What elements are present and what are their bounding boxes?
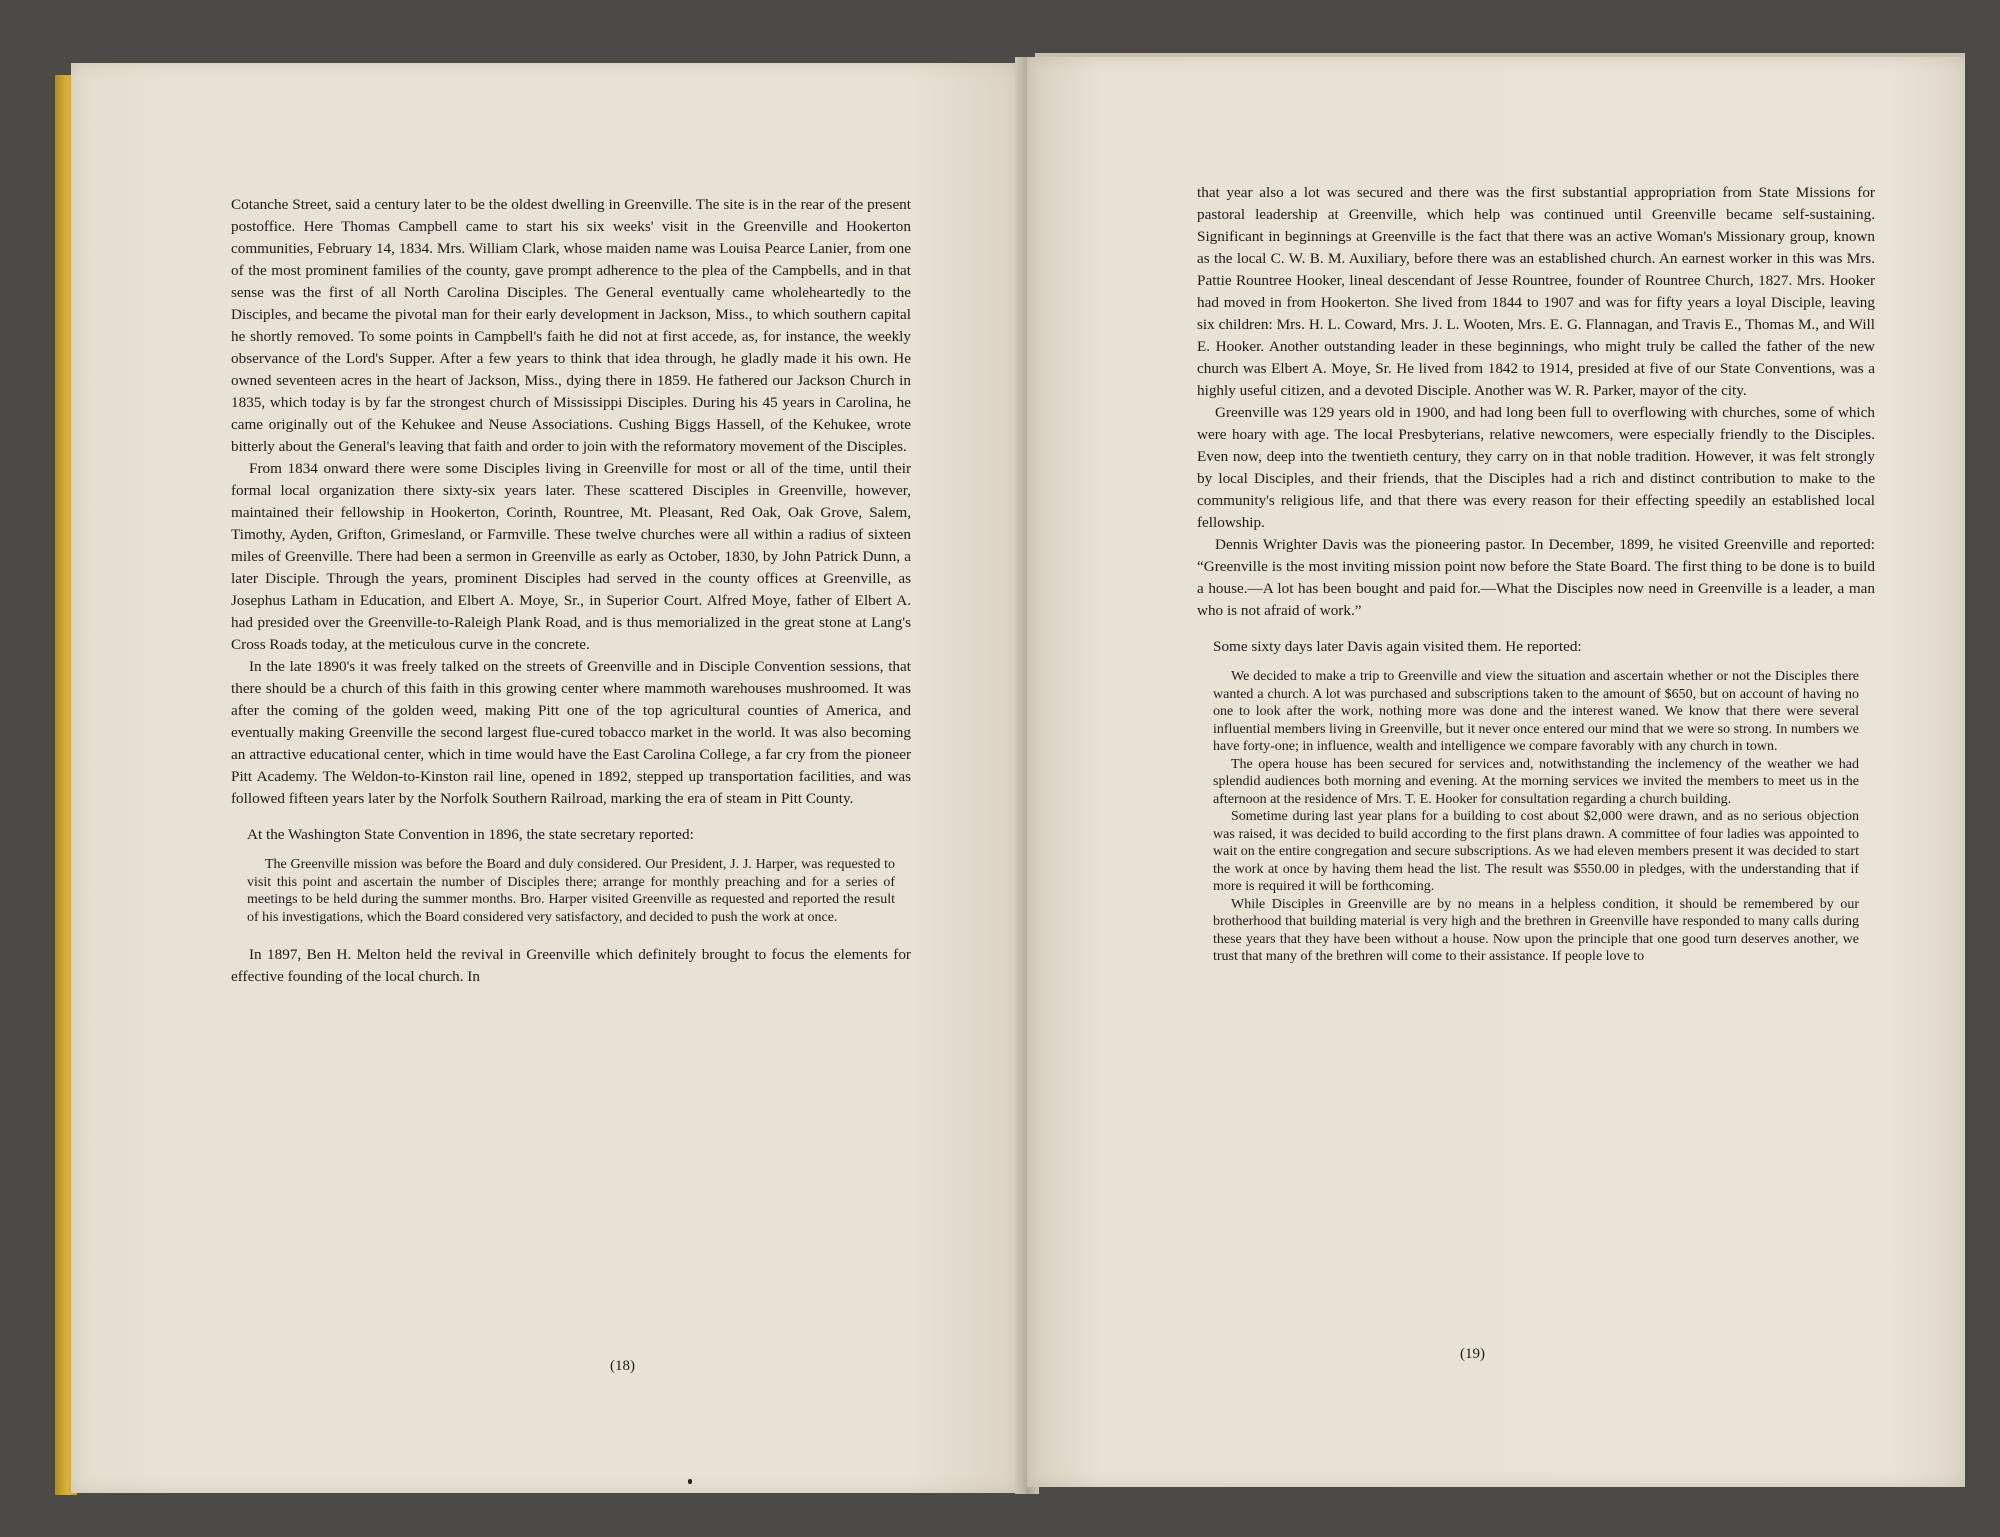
right-page-text bbox=[1197, 182, 1875, 978]
paragraph: From 1834 onward there were some Disciples living in Greenville for most or all of the time, until their formal local organization there sixty-six years later. These scattered Disciples in Greenville, however, maintained their fellowship in Hookerton, Corinth, Rountree, Mt. Pleasant, Red Oak, Oak Grove, Salem, Timothy, Ayden, Grifton, Grimesland, or Farmville. These twelve churches were all within a radius of sixteen miles of Greenville. There had been a sermon in Greenville as early as October, 1830, by John Patrick Dunn, a later Disciple. Through the years, prominent Disciples had served in the county offices at Greenville, as Josephus Latham in Education, and Elbert A. Moye, Sr., in Superior Court. Alfred Moye, father of Elbert A. had presided over the Greenville-to-Raleigh Plank Road, and is thus memorialized in the great stone at Lang's Cross Roads today, at the meticulous curve in the concrete. bbox=[231, 460, 911, 653]
binding-mark bbox=[688, 1479, 692, 1484]
paragraph: that year also a lot was secured and there was the first substantial appropriation from State Missions for pastoral leadership at Greenville, which help was continued until Greenville became self-sustaining. Significant in beginnings at Greenville is the fact that there was an active Woman's Missionary group, known as the local C. W. B. M. Auxiliary, before there was an established church. An earnest worker in this was Mrs. Pattie Rountree Hooker, lineal descendant of Jesse Rountree, founder of Rountree Church, 1827. Mrs. Hooker had moved in from Hookerton. She lived from 1844 to 1907 and was for fifty years a loyal Disciple, leaving six children: Mrs. H. L. Coward, Mrs. J. L. Wooten, Mrs. E. G. Flannagan, and Travis E., Thomas M., and Will E. Hooker. Another outstanding leader in these beginnings, who might truly be called the father of the new church was Elbert A. Moye, Sr. He lived from 1842 to 1914, presided at five of our State Conventions, was a highly useful citizen, and a devoted Disciple. Another was W. R. Parker, mayor of the city. bbox=[1197, 184, 1875, 399]
paragraph: In 1897, Ben H. Melton held the revival in Greenville which definitely brought to focus the elements for effective founding of the local church. In bbox=[231, 946, 911, 985]
paragraph: In the late 1890's it was freely talked on the streets of Greenville and in Disciple Convention sessions, that there should be a church of this faith in this growing center where mammoth warehouses mushroomed. It was after the coming of the golden weed, making Pitt one of the top agricultural counties of America, and eventually making Greenville the second largest flue-cured tobacco market in the world. It was also becoming an attractive educational center, which in time would have the East Carolina College, a far cry from the pioneer Pitt Academy. The Weldon-to-Kinston rail line, opened in 1892, stepped up transportation facilities, and was followed fifteen years later by the Norfolk Southern Railroad, marking the era of steam in Pitt County. bbox=[231, 658, 911, 807]
quote-paragraph: The opera house has been secured for services and, notwithstanding the inclemency of the weather we had splendid audiences both morning and evening. At the morning services we invited the members to meet us in the afternoon at the residence of Mrs. T. E. Hooker for consultation regarding a church building. bbox=[1213, 756, 1859, 807]
left-page bbox=[71, 63, 1023, 1493]
paragraph: Dennis Wrighter Davis was the pioneering pastor. In December, 1899, he visited Greenville and reported: “Greenville is the most inviting mission point now before the State Board. The first thing to be done is to build a house.—A lot has been bought and paid for.—What the Disciples now need in Greenville is a leader, a man who is not afraid of work.” bbox=[1197, 536, 1875, 619]
right-page bbox=[1027, 57, 1965, 1487]
quote-paragraph: While Disciples in Greenville are by no means in a helpless condition, it should be remembered by our brotherhood that building material is very high and the brethren in Greenville have responded to many calls during these years that they have been without a house. Now upon the principle that one good turn deserves another, we trust that many of the brethren will come to their assistance. If people love to bbox=[1213, 896, 1859, 964]
quote-lead-in: At the Washington State Convention in 1896, the state secretary reported: bbox=[247, 826, 694, 843]
quote-paragraph: Sometime during last year plans for a building to cost about $2,000 were drawn, and as no serious objection was raised, it was decided to build according to the first plans drawn. A committee of four ladies was appointed to wait on the entire congregation and secure subscriptions. As we had eleven members present it was decided to start the work at once by having them head the list. The result was $550.00 in pledges, with the understanding that if more is required it will be forthcoming. bbox=[1213, 809, 1859, 894]
quote-lead-in: Some sixty days later Davis again visited them. He reported: bbox=[1213, 638, 1582, 655]
page-number-right: (19) bbox=[1460, 1346, 1485, 1362]
block-quote bbox=[247, 856, 895, 926]
paragraph: Cotanche Street, said a century later to be the oldest dwelling in Greenville. The site is in the rear of the present postoffice. Here Thomas Campbell came to start his six weeks' visit in the Greenville and Hookerton communities, February 14, 1834. Mrs. William Clark, whose maiden name was Louisa Pearce Lanier, from one of the most prominent families of the county, gave prompt adherence to the plea of the Campbells, and in that sense was the first of all North Carolina Disciples. The General eventually came wholeheartedly to the Disciples, and became the pivotal man for their early development in Jackson, Miss., to which southern capital he shortly removed. To some points in Campbell's faith he did not at first accede, as, for instance, the weekly observance of the Lord's Supper. After a few years to think that idea through, he gladly made it his own. He owned seventeen acres in the heart of Jackson, Miss., dying there in 1859. He fathered our Jackson Church in 1835, which today is by far the strongest church of Mississippi Disciples. During his 45 years in Carolina, he came originally out of the Kehukee and Neuse Associations. Cushing Biggs Hassell, of the Kehukee, wrote bitterly about the General's leaving that faith and order to join with the reformatory movement of the Disciples. bbox=[231, 196, 911, 455]
quote-paragraph: The Greenville mission was before the Board and duly considered. Our President, J. J. Harper, was requested to visit this point and ascertain the number of Disciples there; arrange for monthly preaching and for a series of meetings to be held during the summer months. Bro. Harper visited Greenville as requested and reported the result of his investigations, which the Board considered very satisfactory, and decided to push the work at once. bbox=[247, 857, 895, 925]
page-number-left-label: (18) bbox=[610, 1358, 635, 1374]
quote-paragraph: We decided to make a trip to Greenville and view the situation and ascertain whether or not the Disciples there wanted a church. A lot was purchased and subscriptions taken to the amount of $650, but on account of having no one to look after the work, nothing more was done and the interest waned. We know that there were several influential members living in Greenville, but it never once entered our mind that we were so strong. In numbers we have forty-one; in influence, wealth and intelligence we compare favorably with any church in town. bbox=[1213, 669, 1859, 754]
book-spread bbox=[55, 57, 1965, 1494]
block-quote bbox=[1213, 668, 1859, 966]
paragraph: Greenville was 129 years old in 1900, and had long been full to overflowing with churches, some of which were hoary with age. The local Presbyterians, relative newcomers, were especially friendly to the Disciples. Even now, deep into the twentieth century, they carry on in that noble tradition. However, it was felt strongly by local Disciples, and their friends, that the Disciples had a rich and distinct contribution to make to the community's religious life, and that there was every reason for their effecting speedily an established local fellowship. bbox=[1197, 404, 1875, 531]
left-page-text bbox=[231, 194, 911, 988]
